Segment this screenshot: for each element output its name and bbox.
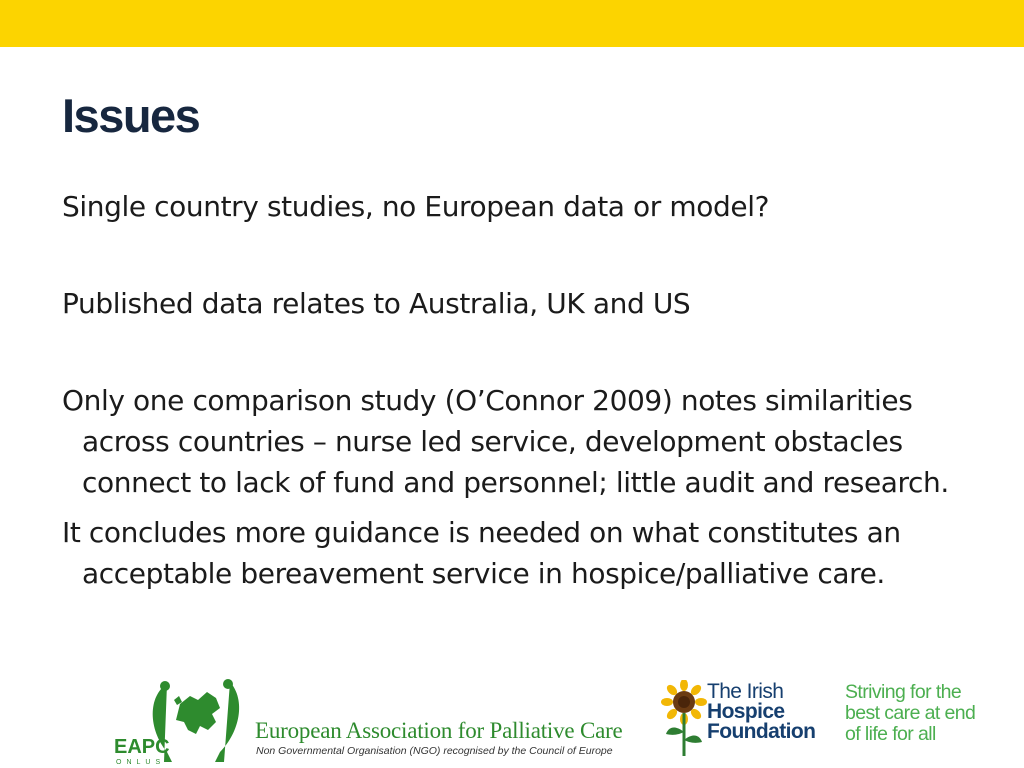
eapc-onlus: ONLUS: [116, 759, 166, 766]
bullet-item: Only one comparison study (O’Connor 2009) notes similarities across countries – nurse led service, development obstacles connect to lack of fund and personnel; little audit and research.: [62, 384, 949, 499]
bullet-list: [62, 186, 972, 594]
eapc-acronym: EAPC: [114, 736, 170, 758]
tagline-line2: best care at end: [845, 702, 976, 724]
tagline: [845, 682, 975, 745]
top-accent-bar: [0, 0, 1024, 47]
eapc-logo: [112, 674, 248, 766]
slide-title: Issues: [62, 89, 200, 142]
sunflower-icon: [660, 680, 708, 758]
eapc-name: European Association for Palliative Care: [255, 718, 623, 743]
bullet-item: It concludes more guidance is needed on what constitutes an acceptable bereavement service in hospice/palliative care.: [62, 516, 901, 590]
tagline-line1: Striving for the: [845, 681, 962, 703]
bullet-item: Published data relates to Australia, UK and US: [62, 287, 691, 320]
irish-hospice-foundation-logo-text: [707, 682, 815, 742]
ihf-line3: Foundation: [707, 720, 816, 743]
footer-logos: [0, 668, 1024, 768]
ihf-line2: Hospice: [707, 700, 785, 723]
tagline-line3: of life for all: [845, 723, 936, 745]
bullet-item: Single country studies, no European data or model?: [62, 190, 770, 223]
eapc-subtitle: Non Governmental Organisation (NGO) recognised by the Council of Europe: [256, 745, 613, 757]
ihf-line1: The Irish: [707, 680, 784, 703]
